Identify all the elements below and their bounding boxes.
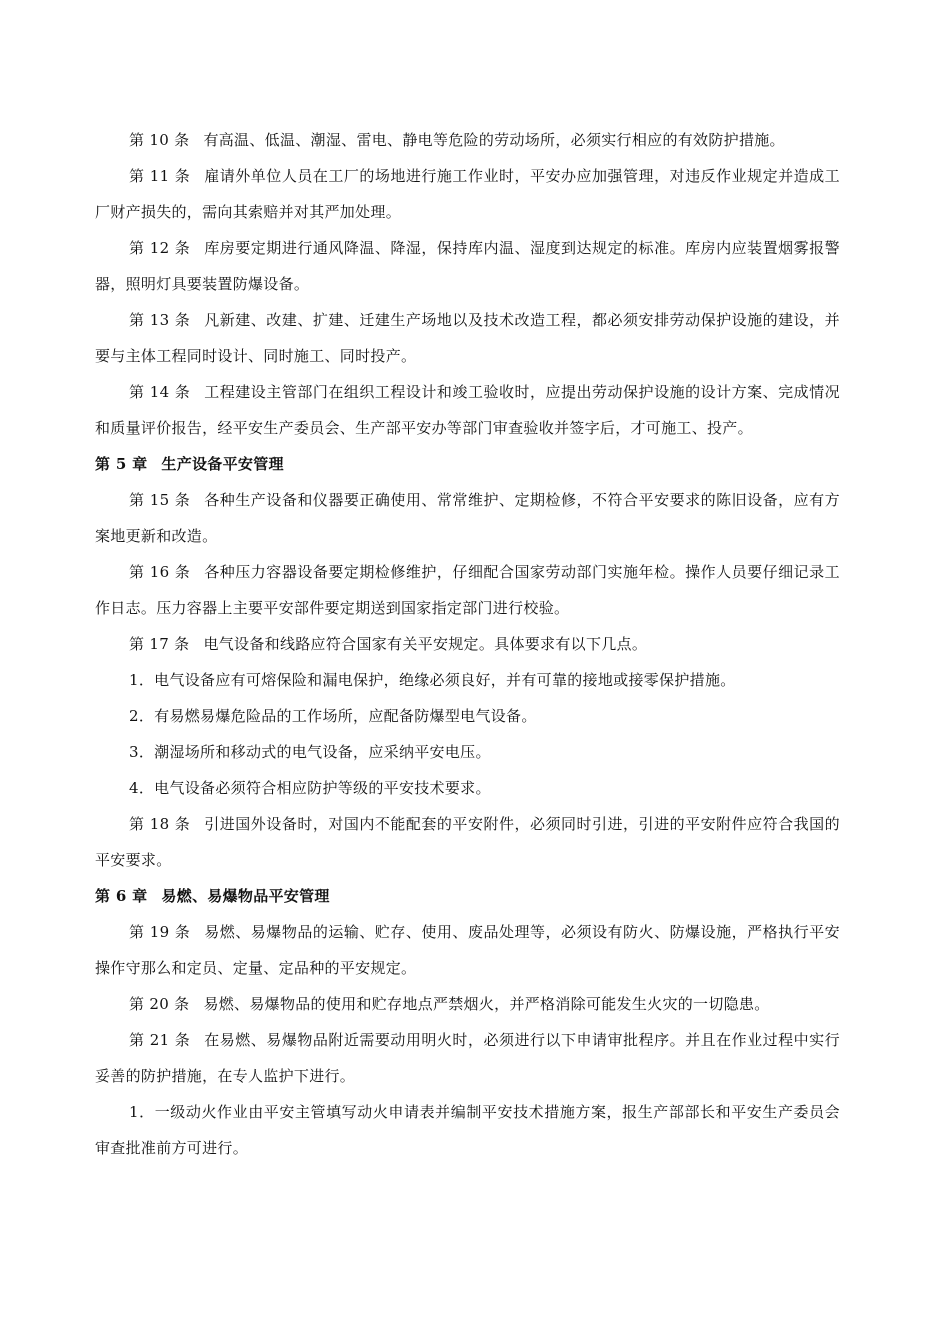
article-number: 第 14 条 xyxy=(129,383,191,401)
chapter-title: 生产设备平安管理 xyxy=(161,455,284,473)
chapter-6-heading xyxy=(95,878,840,914)
article-text: 易燃、易爆物品的运输、贮存、使用、废品处理等，必须设有防火、防爆设施，严格执行平安操作守那么和定员、定量、定品种的平安规定。 xyxy=(95,923,840,977)
article-19 xyxy=(95,914,840,986)
list-item-text: 一级动火作业由平安主管填写动火申请表并编制平安技术措施方案，报生产部部长和平安生产委员会审查批准前方可进行。 xyxy=(95,1103,840,1157)
chapter-title: 易燃、易爆物品平安管理 xyxy=(161,887,330,905)
article-number: 第 10 条 xyxy=(129,131,190,149)
list-item xyxy=(95,1094,840,1166)
article-11 xyxy=(95,158,840,230)
document-page xyxy=(95,122,840,1166)
article-number: 第 20 条 xyxy=(129,995,190,1013)
article-text: 凡新建、改建、扩建、迁建生产场地以及技术改造工程，都必须安排劳动保护设施的建设，并要与主体工程同时设计、同时施工、同时投产。 xyxy=(95,311,840,365)
article-text: 库房要定期进行通风降温、降湿，保持库内温、湿度到达规定的标准。库房内应装置烟雾报警器，照明灯具要装置防爆设备。 xyxy=(95,239,840,293)
article-13 xyxy=(95,302,840,374)
article-text: 各种生产设备和仪器要正确使用、常常维护、定期检修，不符合平安要求的陈旧设备，应有方案地更新和改造。 xyxy=(95,491,840,545)
article-text: 引进国外设备时，对国内不能配套的平安附件，必须同时引进，引进的平安附件应符合我国的平安要求。 xyxy=(95,815,840,869)
list-item-number: 4． xyxy=(129,779,155,797)
article-text: 雇请外单位人员在工厂的场地进行施工作业时，平安办应加强管理，对违反作业规定并造成工厂财产损失的，需向其索赔并对其严加处理。 xyxy=(95,167,840,221)
list-item-number: 1． xyxy=(129,1103,155,1121)
article-text: 各种压力容器设备要定期检修维护，仔细配合国家劳动部门实施年检。操作人员要仔细记录工作日志。压力容器上主要平安部件要定期送到国家指定部门进行校验。 xyxy=(95,563,840,617)
list-item-number: 1． xyxy=(129,671,155,689)
list-item xyxy=(95,698,840,734)
article-20 xyxy=(95,986,840,1022)
article-number: 第 21 条 xyxy=(129,1031,191,1049)
list-item-text: 有易燃易爆危险品的工作场所，应配备防爆型电气设备。 xyxy=(154,707,537,725)
article-number: 第 11 条 xyxy=(129,167,191,185)
article-16 xyxy=(95,554,840,626)
article-number: 第 18 条 xyxy=(129,815,191,833)
article-number: 第 13 条 xyxy=(129,311,191,329)
article-number: 第 17 条 xyxy=(129,635,190,653)
chapter-5-heading xyxy=(95,446,840,482)
article-14 xyxy=(95,374,840,446)
list-item-number: 2． xyxy=(129,707,155,725)
chapter-number: 第 6 章 xyxy=(95,887,148,905)
list-item-text: 电气设备必须符合相应防护等级的平安技术要求。 xyxy=(154,779,491,797)
article-text: 在易燃、易爆物品附近需要动用明火时，必须进行以下申请审批程序。并且在作业过程中实行妥善的防护措施，在专人监护下进行。 xyxy=(95,1031,840,1085)
article-text: 工程建设主管部门在组织工程设计和竣工验收时，应提出劳动保护设施的设计方案、完成情况和质量评价报告，经平安生产委员会、生产部平安办等部门审查验收并签字后，才可施工、投产。 xyxy=(95,383,840,437)
article-12 xyxy=(95,230,840,302)
article-15 xyxy=(95,482,840,554)
article-number: 第 12 条 xyxy=(129,239,191,257)
article-text: 电气设备和线路应符合国家有关平安规定。具体要求有以下几点。 xyxy=(203,635,648,653)
list-item-text: 电气设备应有可熔保险和漏电保护，绝缘必须良好，并有可靠的接地或接零保护措施。 xyxy=(154,671,736,689)
list-item-text: 潮湿场所和移动式的电气设备，应采纳平安电压。 xyxy=(154,743,491,761)
list-item xyxy=(95,662,840,698)
article-21 xyxy=(95,1022,840,1094)
list-item-number: 3． xyxy=(129,743,155,761)
article-number: 第 15 条 xyxy=(129,491,191,509)
list-item xyxy=(95,734,840,770)
article-number: 第 16 条 xyxy=(129,563,191,581)
list-item xyxy=(95,770,840,806)
article-text: 有高温、低温、潮湿、雷电、静电等危险的劳动场所，必须实行相应的有效防护措施。 xyxy=(203,131,785,149)
article-text: 易燃、易爆物品的使用和贮存地点严禁烟火，并严格消除可能发生火灾的一切隐患。 xyxy=(203,995,770,1013)
article-number: 第 19 条 xyxy=(129,923,191,941)
chapter-number: 第 5 章 xyxy=(95,455,148,473)
article-18 xyxy=(95,806,840,878)
article-10 xyxy=(95,122,840,158)
article-17 xyxy=(95,626,840,662)
